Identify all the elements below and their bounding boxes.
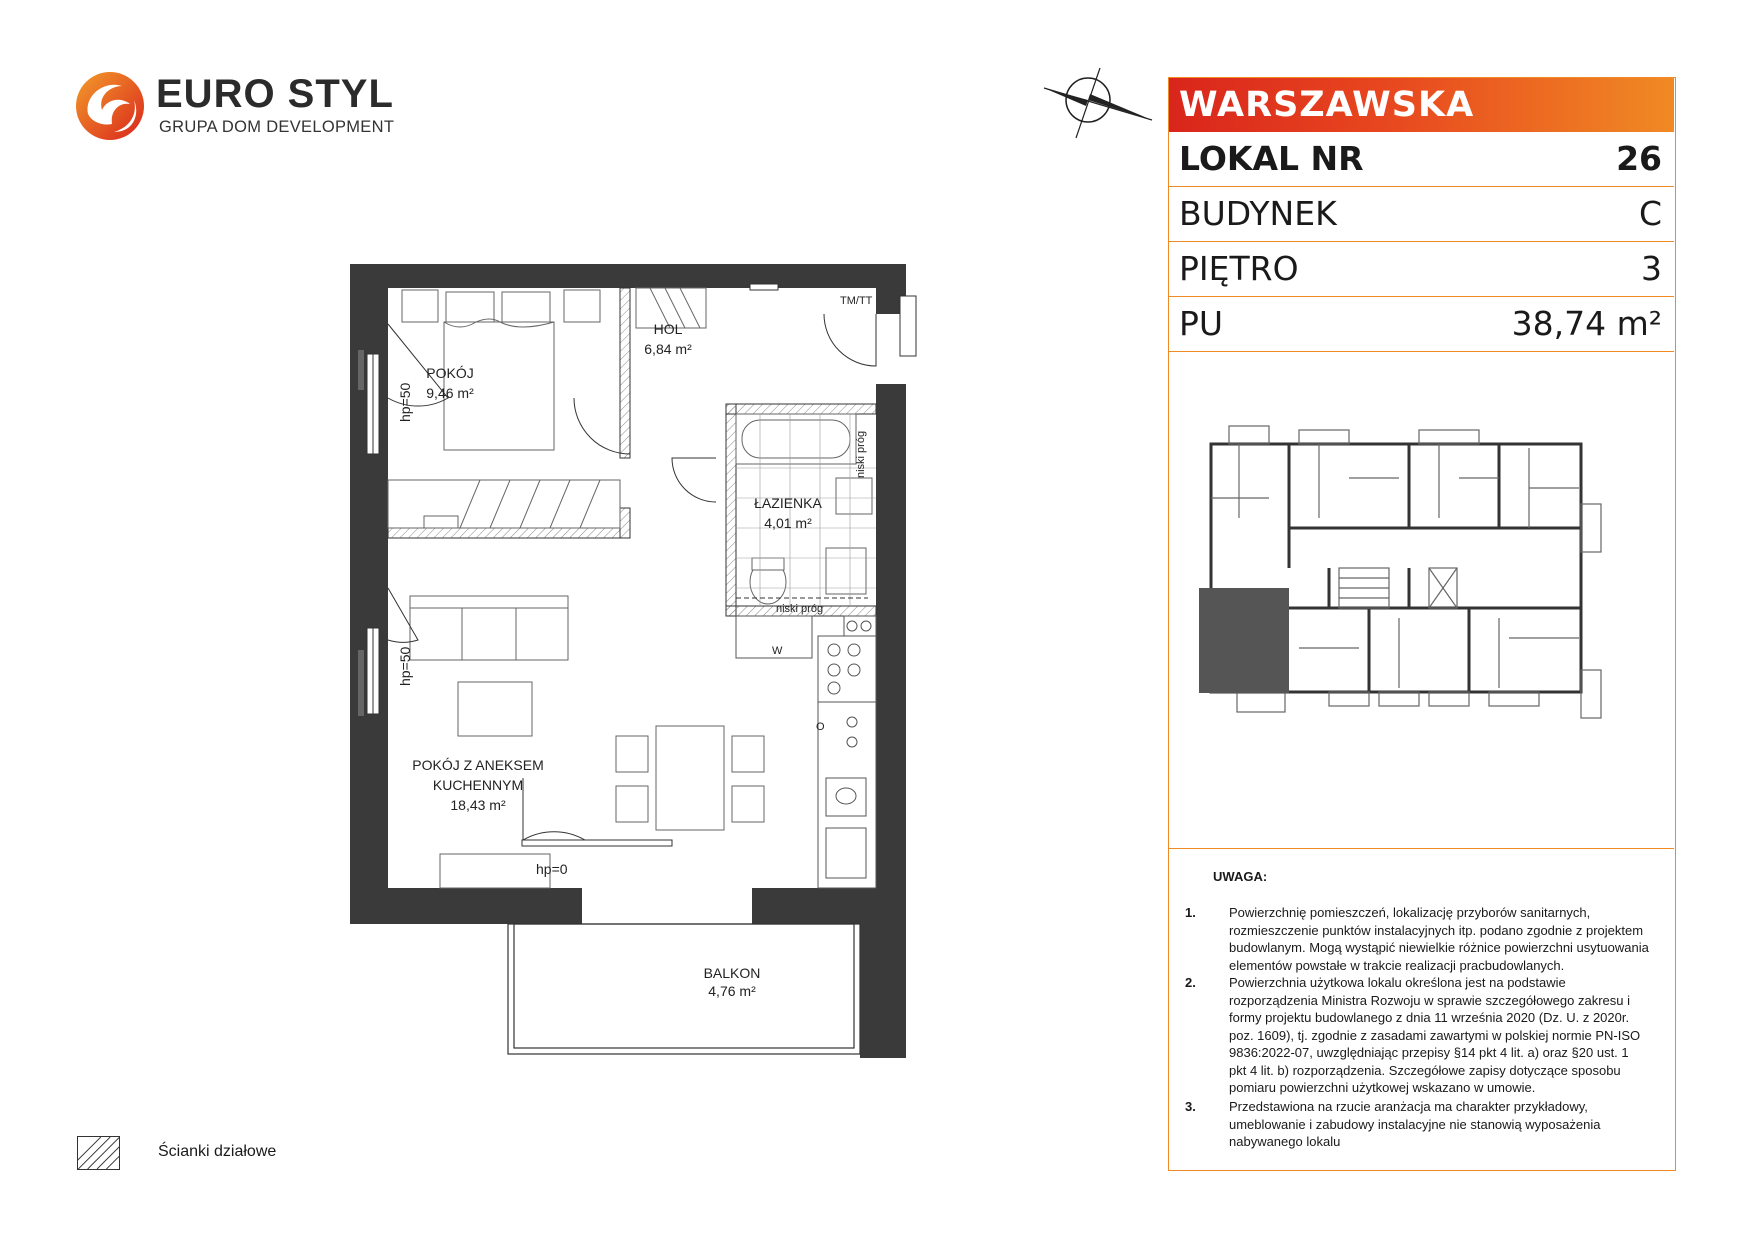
note-item	[1185, 904, 1655, 974]
legend-label: Ścianki działowe	[158, 1143, 277, 1160]
info-label: LOKAL NR	[1179, 139, 1364, 178]
info-row-unit	[1169, 132, 1674, 187]
room-name-living-line2: KUCHENNYM	[432, 777, 524, 793]
floor-key-plan	[1199, 418, 1649, 838]
note-text: Powierzchnię pomieszczeń, lokalizację przyborów sanitarnych, rozmieszczenie punktów instalacyjnych itp. podano zgodnie z projektem budowlanym. Mogą wystąpić niewielkie różnice powierzchni usytuowania elementów powstałe w trakcie realizacji pracbudowlanych.	[1229, 905, 1649, 973]
info-label: PU	[1179, 304, 1224, 343]
note-number: 3.	[1185, 1099, 1196, 1114]
note-item	[1185, 974, 1655, 1098]
brand-logo	[74, 70, 394, 150]
low-threshold-label-vertical: niski próg	[855, 430, 867, 478]
room-name-hall: HOL	[653, 321, 683, 337]
room-name-balcony: BALKON	[703, 965, 761, 981]
highlighted-unit	[1199, 588, 1289, 693]
room-area-living: 18,43 m²	[450, 797, 506, 813]
tm-tt-label: TM/TT	[840, 295, 873, 307]
info-value: 38,74 m²	[1511, 304, 1662, 343]
room-area-balcony: 4,76 m²	[708, 983, 756, 999]
info-value: 26	[1616, 139, 1662, 178]
room-name-bedroom: POKÓJ	[426, 365, 474, 381]
investment-name: WARSZAWSKA	[1179, 85, 1475, 125]
note-number: 1.	[1185, 905, 1196, 920]
window-height-label: hp=50	[397, 382, 413, 422]
notes-title: UWAGA:	[1213, 869, 1268, 884]
window-height-label: hp=50	[397, 646, 413, 686]
room-area-bedroom: 9,46 m²	[426, 385, 474, 401]
low-threshold-label: niski próg	[776, 603, 824, 615]
north-arrow-icon	[1040, 64, 1160, 144]
info-label: PIĘTRO	[1179, 249, 1299, 288]
room-area-bathroom: 4,01 m²	[764, 515, 812, 531]
sewage-label: O	[816, 721, 825, 733]
note-text: Przedstawiona na rzucie aranżacja ma charakter przykładowy, umeblowanie i zabudowy instalacyjne nie stanowią wyposażenia nabywanego lokalu	[1229, 1099, 1601, 1149]
info-row-floor	[1169, 242, 1674, 297]
balcony-door-height-label: hp=0	[536, 861, 568, 877]
info-panel	[1168, 77, 1676, 1171]
floor-plan	[340, 258, 930, 1058]
brand-subtitle: GRUPA DOM DEVELOPMENT	[159, 118, 395, 136]
water-label: W	[772, 645, 783, 657]
room-name-living-line1: POKÓJ Z ANEKSEM	[412, 757, 544, 773]
partition-wall-legend-swatch	[77, 1136, 120, 1170]
info-value: C	[1638, 194, 1662, 233]
room-area-hall: 6,84 m²	[644, 341, 692, 357]
brand-name: EURO STYL	[156, 72, 394, 116]
logo-flame-icon	[74, 70, 146, 142]
note-number: 2.	[1185, 975, 1196, 990]
note-text: Powierzchnia użytkowa lokalu określona jest na podstawie rozporządzenia Ministra Rozwoju w sprawie szczegółowego zakresu i formy projektu budowlanego z dnia 11 września 2020 (Dz. U. z 2020r. poz. 1609), tj. zgodnie z zasadami zawartymi w polskiej normie PN-ISO 9836:2022-07, uwzględniając przepisy §14 pkt 4 lit. a) oraz §20 ust. 1 pkt 4 lit. b) rozporządzenia. Szczegółowe zapisy dotyczące sposobu pomiaru powierzchni użytkowej wskazano w umowie.	[1229, 975, 1641, 1095]
investment-title-bar	[1169, 78, 1674, 132]
panel-divider	[1169, 848, 1674, 849]
note-item	[1185, 1098, 1655, 1152]
room-name-bathroom: ŁAZIENKA	[754, 495, 822, 511]
info-row-building	[1169, 187, 1674, 242]
info-row-area	[1169, 297, 1674, 352]
info-label: BUDYNEK	[1179, 194, 1337, 233]
info-value: 3	[1641, 249, 1662, 288]
